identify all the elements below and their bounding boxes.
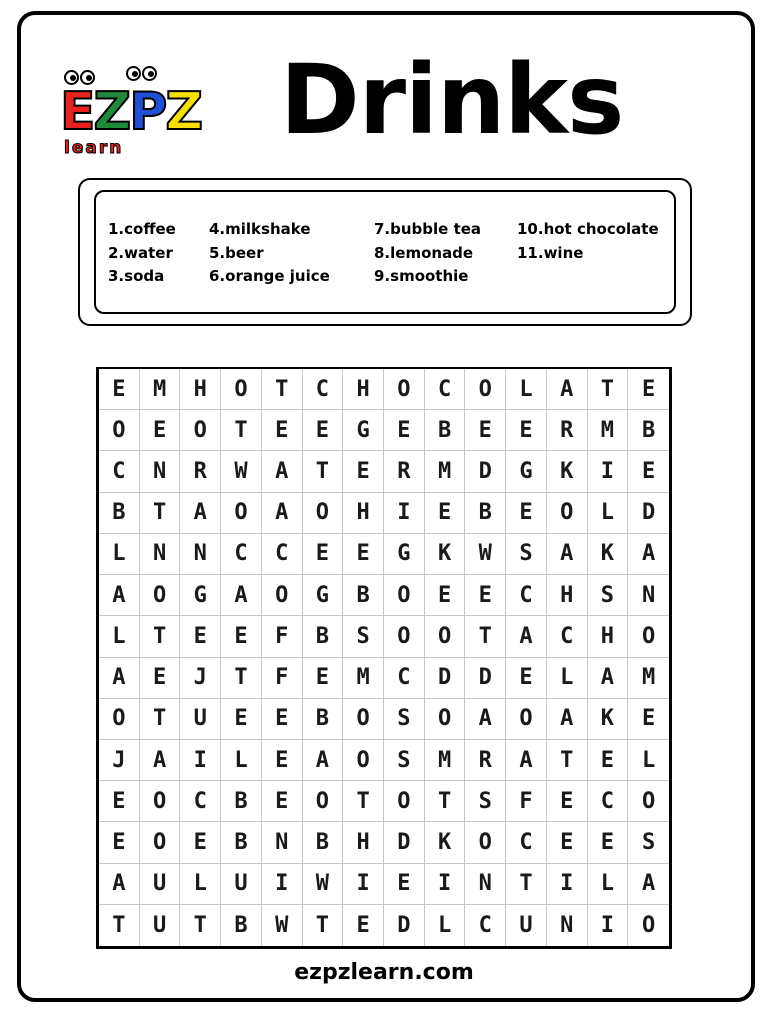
grid-cell[interactable]: O [99, 410, 140, 451]
grid-cell[interactable]: F [262, 616, 303, 657]
grid-cell[interactable]: E [303, 534, 344, 575]
grid-cell[interactable]: T [140, 699, 181, 740]
logo-letter: Z [93, 82, 130, 142]
grid-cell[interactable]: N [465, 864, 506, 905]
grid-cell[interactable]: A [547, 699, 588, 740]
grid-cell[interactable]: E [628, 451, 669, 492]
grid-cell[interactable]: T [262, 369, 303, 410]
grid-cell[interactable]: A [221, 575, 262, 616]
grid-cell[interactable]: B [628, 410, 669, 451]
grid-cell[interactable]: T [221, 658, 262, 699]
grid-cell[interactable]: L [547, 658, 588, 699]
grid-cell[interactable]: O [465, 369, 506, 410]
grid-cell[interactable]: M [425, 451, 466, 492]
word-bank-column-2 [209, 218, 330, 289]
grid-cell[interactable]: N [140, 451, 181, 492]
word-item: 11.wine [517, 243, 584, 262]
grid-cell[interactable]: A [628, 534, 669, 575]
grid-cell[interactable]: A [262, 493, 303, 534]
ezpz-learn-logo [60, 64, 200, 160]
grid-cell[interactable]: D [425, 658, 466, 699]
grid-cell[interactable]: K [425, 822, 466, 863]
grid-cell[interactable]: T [303, 451, 344, 492]
grid-cell[interactable]: R [180, 451, 221, 492]
word-search-grid [96, 367, 672, 949]
grid-cell[interactable]: O [384, 616, 425, 657]
grid-cell[interactable]: O [465, 822, 506, 863]
grid-cell[interactable]: L [628, 740, 669, 781]
grid-cell[interactable]: C [425, 369, 466, 410]
grid-cell[interactable]: O [384, 781, 425, 822]
grid-cell[interactable]: I [180, 740, 221, 781]
grid-cell[interactable]: J [180, 658, 221, 699]
grid-cell[interactable]: E [99, 822, 140, 863]
grid-cell[interactable]: B [221, 822, 262, 863]
grid-cell[interactable]: E [343, 451, 384, 492]
grid-cell[interactable]: O [140, 781, 181, 822]
grid-cell[interactable]: C [180, 781, 221, 822]
grid-cell[interactable]: B [303, 822, 344, 863]
grid-cell[interactable]: K [547, 451, 588, 492]
grid-cell[interactable]: W [221, 451, 262, 492]
grid-cell[interactable]: O [642, 912, 656, 938]
grid-cell[interactable]: H [343, 822, 384, 863]
grid-cell[interactable]: A [506, 616, 547, 657]
grid-cell[interactable]: I [425, 864, 466, 905]
grid-cell[interactable]: D [465, 658, 506, 699]
grid-cell[interactable]: E [384, 410, 425, 451]
grid-cell[interactable]: B [99, 493, 140, 534]
grid-cell[interactable]: N [547, 905, 588, 946]
grid-cell[interactable]: U [140, 864, 181, 905]
grid-cell[interactable]: I [262, 864, 303, 905]
grid-cell[interactable]: E [262, 740, 303, 781]
grid-cell[interactable]: O [343, 699, 384, 740]
grid-cell[interactable]: E [343, 905, 384, 946]
grid-cell[interactable]: O [384, 369, 425, 410]
grid-cell[interactable]: L [588, 493, 629, 534]
grid-cell[interactable]: O [140, 575, 181, 616]
grid-cell[interactable]: A [99, 864, 140, 905]
grid-cell[interactable]: M [343, 658, 384, 699]
grid-cell[interactable]: T [465, 616, 506, 657]
grid-cell[interactable]: I [588, 451, 629, 492]
grid-cell[interactable]: T [180, 905, 221, 946]
grid-cell[interactable]: S [628, 822, 669, 863]
grid-cell[interactable]: G [384, 534, 425, 575]
grid-cell[interactable]: O [303, 493, 344, 534]
grid-cell[interactable]: B [303, 699, 344, 740]
grid-cell[interactable]: B [221, 781, 262, 822]
grid-cell[interactable]: E [99, 781, 140, 822]
grid-cell[interactable]: T [303, 905, 344, 946]
grid-cell[interactable]: E [180, 616, 221, 657]
logo-letter: Z [165, 82, 202, 142]
grid-cell[interactable]: O [221, 369, 262, 410]
grid-cell[interactable]: I [588, 905, 629, 946]
grid-cell[interactable]: A [506, 740, 547, 781]
grid-cell[interactable]: E [506, 493, 547, 534]
grid-cell[interactable]: H [343, 369, 384, 410]
grid-cell[interactable]: U [221, 864, 262, 905]
grid-cell[interactable]: C [547, 616, 588, 657]
grid-cell[interactable]: K [425, 534, 466, 575]
grid-cell[interactable]: T [588, 369, 629, 410]
grid-cell[interactable]: E [262, 699, 303, 740]
word-item: 10.hot chocolate [517, 220, 659, 238]
grid-cell[interactable]: H [588, 616, 629, 657]
grid-cell[interactable]: A [303, 740, 344, 781]
grid-cell[interactable]: G [506, 451, 547, 492]
grid-cell[interactable]: O [547, 493, 588, 534]
grid-cell[interactable]: E [303, 658, 344, 699]
grid-cell[interactable]: U [180, 699, 221, 740]
logo-subtitle: learn [64, 138, 124, 158]
grid-cell[interactable]: O [262, 575, 303, 616]
word-item: 2.water [108, 243, 173, 262]
grid-cell[interactable]: D [384, 905, 425, 946]
grid-cell[interactable]: M [628, 658, 669, 699]
grid-cell[interactable]: E [588, 822, 629, 863]
grid-cell[interactable]: K [588, 699, 629, 740]
grid-cell[interactable]: C [506, 822, 547, 863]
grid-cell[interactable]: L [99, 616, 140, 657]
grid-cell[interactable]: A [547, 534, 588, 575]
grid-cell[interactable]: T [99, 905, 140, 946]
grid-cell[interactable]: E [425, 493, 466, 534]
grid-cell[interactable]: M [140, 369, 181, 410]
grid-cell[interactable]: O [303, 781, 344, 822]
word-item: 4.milkshake [209, 220, 311, 238]
grid-cell[interactable]: E [140, 658, 181, 699]
grid-cell[interactable]: A [180, 493, 221, 534]
word-item: 5.beer [209, 243, 264, 262]
grid-cell[interactable]: D [384, 822, 425, 863]
grid-cell[interactable]: T [547, 740, 588, 781]
grid-cell[interactable]: F [262, 658, 303, 699]
grid-cell[interactable]: F [506, 781, 547, 822]
grid-cell[interactable]: E [262, 781, 303, 822]
grid-cell[interactable]: D [628, 493, 669, 534]
grid-cell[interactable]: E [628, 699, 669, 740]
grid-cell[interactable]: E [262, 410, 303, 451]
word-item: 7.bubble tea [374, 220, 482, 238]
grid-cell[interactable]: C [262, 534, 303, 575]
logo-letters [60, 84, 201, 140]
grid-cell[interactable]: O [628, 781, 669, 822]
grid-cell[interactable]: O [425, 699, 466, 740]
grid-cell[interactable]: N [140, 534, 181, 575]
grid-cell[interactable]: O [506, 699, 547, 740]
grid-cell[interactable]: I [384, 493, 425, 534]
grid-cell[interactable]: S [588, 575, 629, 616]
grid-cell[interactable]: H [343, 493, 384, 534]
grid-cell[interactable]: O [221, 493, 262, 534]
logo-eyes-right [126, 66, 157, 81]
grid-cell[interactable]: S [465, 781, 506, 822]
grid-cell[interactable]: E [221, 616, 262, 657]
grid-cell[interactable]: O [425, 616, 466, 657]
grid-cell[interactable]: E [384, 864, 425, 905]
grid-cell[interactable]: E [547, 822, 588, 863]
grid-cell[interactable]: E [588, 740, 629, 781]
grid-cell[interactable]: T [221, 410, 262, 451]
word-bank-column-3 [374, 218, 481, 289]
grid-cell[interactable]: J [99, 740, 140, 781]
grid-cell[interactable]: M [425, 740, 466, 781]
page-title: Drinks [280, 44, 624, 156]
grid-cell[interactable]: O [140, 822, 181, 863]
grid-cell[interactable]: S [384, 699, 425, 740]
word-bank-column-1 [108, 218, 176, 289]
word-item: 6.orange juice [209, 267, 330, 285]
logo-letter: P [129, 82, 166, 142]
grid-cell[interactable]: A [262, 451, 303, 492]
grid-cell[interactable]: E [465, 410, 506, 451]
grid-cell[interactable]: C [303, 369, 344, 410]
grid-cell[interactable]: G [343, 410, 384, 451]
grid-cell[interactable]: L [425, 905, 466, 946]
grid-cell[interactable]: E [140, 410, 181, 451]
grid-cell[interactable]: E [506, 410, 547, 451]
grid-cell[interactable]: C [588, 781, 629, 822]
grid-cell[interactable]: L [99, 534, 140, 575]
grid-cell[interactable]: N [180, 534, 221, 575]
word-item: 9.smoothie [374, 267, 469, 285]
grid-cell[interactable]: B [343, 575, 384, 616]
grid-cell[interactable]: A [99, 658, 140, 699]
grid-cell[interactable]: B [425, 410, 466, 451]
grid-cell[interactable]: R [465, 740, 506, 781]
grid-cell[interactable]: C [506, 575, 547, 616]
grid-cell[interactable]: W [465, 534, 506, 575]
grid-cell[interactable]: T [140, 493, 181, 534]
footer-website: ezpzlearn.com [294, 960, 474, 985]
grid-cell[interactable]: B [303, 616, 344, 657]
grid-cell[interactable]: E [303, 410, 344, 451]
grid-cell[interactable]: E [628, 369, 669, 410]
eye-icon [142, 66, 157, 81]
grid-cell[interactable]: W [262, 905, 303, 946]
grid-cell[interactable]: G [303, 575, 344, 616]
grid-cell[interactable]: R [384, 451, 425, 492]
grid-cell[interactable]: S [506, 534, 547, 575]
grid-cell[interactable]: E [343, 534, 384, 575]
grid-cell[interactable]: U [140, 905, 181, 946]
grid-cell[interactable]: I [343, 864, 384, 905]
grid-cell[interactable]: A [140, 740, 181, 781]
grid-cell[interactable]: E [425, 575, 466, 616]
grid-cell[interactable]: O [628, 616, 669, 657]
word-bank-column-4 [517, 218, 659, 265]
grid-cell[interactable]: O [99, 699, 140, 740]
grid-cell[interactable]: E [221, 699, 262, 740]
grid-cell[interactable]: E [547, 781, 588, 822]
grid-cell[interactable]: E [506, 658, 547, 699]
grid-cell[interactable]: B [465, 493, 506, 534]
grid-cell[interactable]: N [628, 575, 669, 616]
grid-cell[interactable]: T [343, 781, 384, 822]
word-item: 8.lemonade [374, 243, 474, 262]
grid-cell[interactable]: H [547, 575, 588, 616]
grid-cell[interactable]: L [221, 740, 262, 781]
grid-cell[interactable]: W [303, 864, 344, 905]
grid-cell[interactable]: C [465, 905, 506, 946]
grid-cell[interactable]: D [465, 451, 506, 492]
grid-cell[interactable]: A [547, 369, 588, 410]
grid-cell[interactable]: T [425, 781, 466, 822]
eye-icon [126, 66, 141, 81]
grid-cell[interactable]: O [180, 410, 221, 451]
grid-cell[interactable]: H [180, 369, 221, 410]
grid-cell[interactable]: U [506, 905, 547, 946]
grid-cell[interactable]: S [343, 616, 384, 657]
word-item: 3.soda [108, 267, 165, 285]
grid-cell[interactable]: R [547, 410, 588, 451]
grid-cell[interactable]: K [588, 534, 629, 575]
grid-cell[interactable]: T [140, 616, 181, 657]
grid-cell[interactable]: E [99, 369, 140, 410]
grid-cell[interactable]: O [343, 740, 384, 781]
grid-cell[interactable]: E [465, 575, 506, 616]
grid-cell[interactable]: C [384, 658, 425, 699]
grid-cell[interactable]: M [588, 410, 629, 451]
grid-cell[interactable]: S [384, 740, 425, 781]
grid-cell[interactable]: N [262, 822, 303, 863]
grid-cell[interactable]: B [221, 905, 262, 946]
grid-cell[interactable]: T [506, 864, 547, 905]
grid-cell[interactable]: E [180, 822, 221, 863]
grid-cell[interactable]: I [547, 864, 588, 905]
grid-cell[interactable]: A [465, 699, 506, 740]
grid-cell[interactable]: A [588, 658, 629, 699]
grid-cell[interactable]: A [99, 575, 140, 616]
grid-cell[interactable]: O [384, 575, 425, 616]
grid-cell[interactable]: L [180, 864, 221, 905]
grid-cell[interactable]: C [99, 451, 140, 492]
grid-cell[interactable]: A [628, 864, 669, 905]
grid-cell[interactable]: C [221, 534, 262, 575]
grid-cell[interactable]: L [506, 369, 547, 410]
grid-cell[interactable]: L [588, 864, 629, 905]
logo-letter: E [60, 82, 94, 142]
word-item: 1.coffee [108, 220, 176, 238]
grid-cell[interactable]: G [180, 575, 221, 616]
